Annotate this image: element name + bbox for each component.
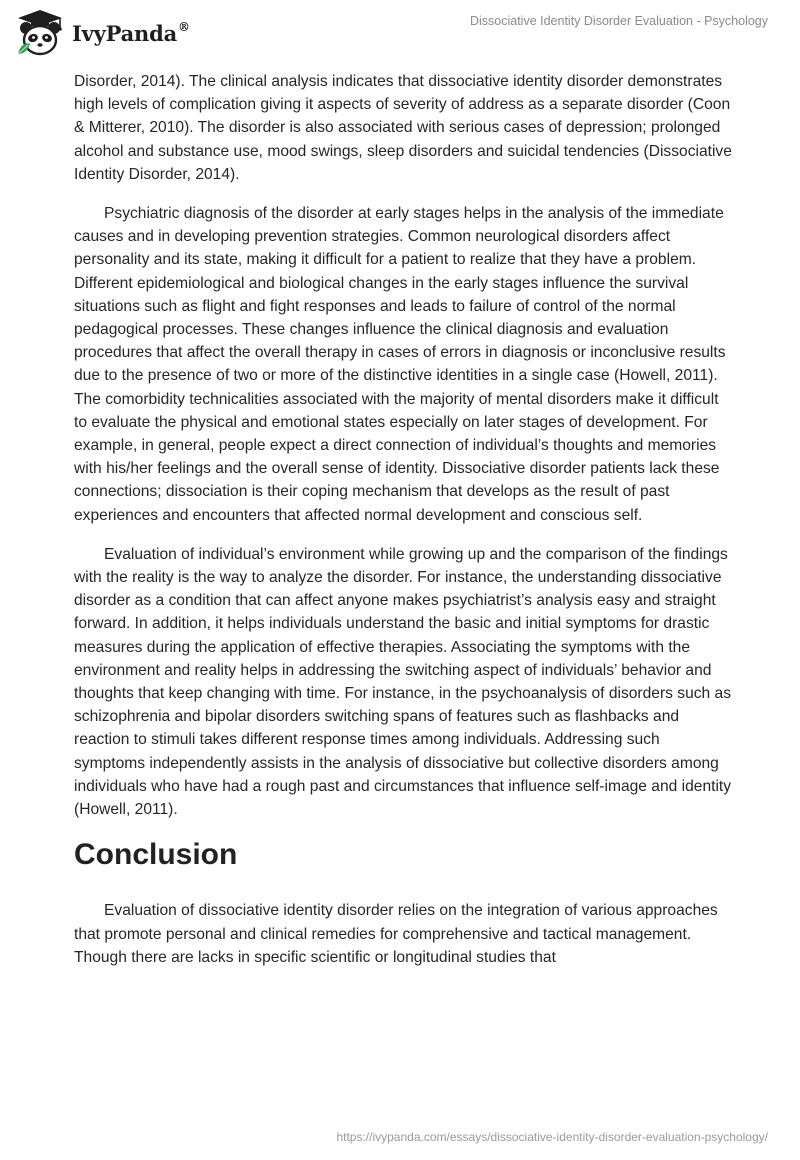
- essay-content: [74, 70, 734, 985]
- conclusion-heading: Conclusion: [74, 838, 238, 872]
- document-title: Dissociative Identity Disorder Evaluation - Psychology: [469, 14, 768, 28]
- source-url[interactable]: https://ivypanda.com/essays/dissociative-identity-disorder-evaluation-psychology/: [336, 1130, 768, 1144]
- paragraph-continuation: Disorder, 2014). The clinical analysis indicates that dissociative identity disorder demonstrates high levels of complication giving it aspects of severity of address as a separate disorder (Coon & Mitterer, 2010). The disorder is also associated with serious cases of depression; prolonged alcohol and substance use, mood swings, sleep disorders and suicidal tendencies (Dissociative Identity Disorder, 2014).: [74, 73, 732, 183]
- registered-mark: ®: [178, 19, 190, 34]
- page-header: [0, 0, 800, 64]
- paragraph-environment-evaluation: Evaluation of individual’s environment while growing up and the comparison of the findings with the reality is the way to analyze the disorder. For instance, the understanding dissociative disorder as a condition that can affect anyone makes psychiatrist’s analysis easy and straight forward. In addition, it helps individuals understand the basic and initial symptoms for drastic measures during the application of effective therapies. Associating the symptoms with the environment and reality helps in addressing the switching aspect of individuals’ behavior and thoughts that keep changing with time. For instance, in the psychoanalysis of disorders such as schizophrenia and bipolar disorders switching spans of features such as flashbacks and reaction to stimuli takes different response times among individuals. Addressing such symptoms independently assists in the analysis of dissociative but collective disorders among individuals who have had a rough past and circumstances that influence self-image and identity (Howell, 2011).: [74, 545, 732, 819]
- brand-text: IvyPanda: [72, 20, 178, 46]
- panda-graduate-icon: [14, 8, 66, 58]
- brand-name: [72, 21, 190, 46]
- ivypanda-logo[interactable]: [14, 8, 190, 58]
- paragraph-psychiatric-diagnosis: Psychiatric diagnosis of the disorder at early stages helps in the analysis of the immediate causes and in developing prevention strategies. Common neurological disorders affect personality and its state, making it difficult for a patient to realize that they have a problem. Different epidemiological and biological changes in the early stages influence the survival situations such as flight and fight responses and leads to failure of control of the normal pedagogical processes. These changes influence the clinical diagnosis and evaluation procedures that affect the overall therapy in cases of errors in diagnosis or inconclusive results due to the presence of two or more of the distinctive identities in a single case (Howell, 2011). The comorbidity technicalities associated with the majority of mental disorders make it difficult to evaluate the physical and emotional states especially on later stages of development. For example, in general, people expect a direct connection of individual’s thoughts and memories with his/her feelings and the overall sense of identity. Dissociative disorder patients lack these connections; dissociation is their coping mechanism that develops as the result of past experiences and encounters that affected normal development and conscious self.: [74, 205, 726, 524]
- paragraph-conclusion: Evaluation of dissociative identity disorder relies on the integration of various approaches that promote personal and clinical remedies for comprehensive and tactical management. Though there are lacks in specific scientific or longitudinal studies that: [74, 902, 718, 966]
